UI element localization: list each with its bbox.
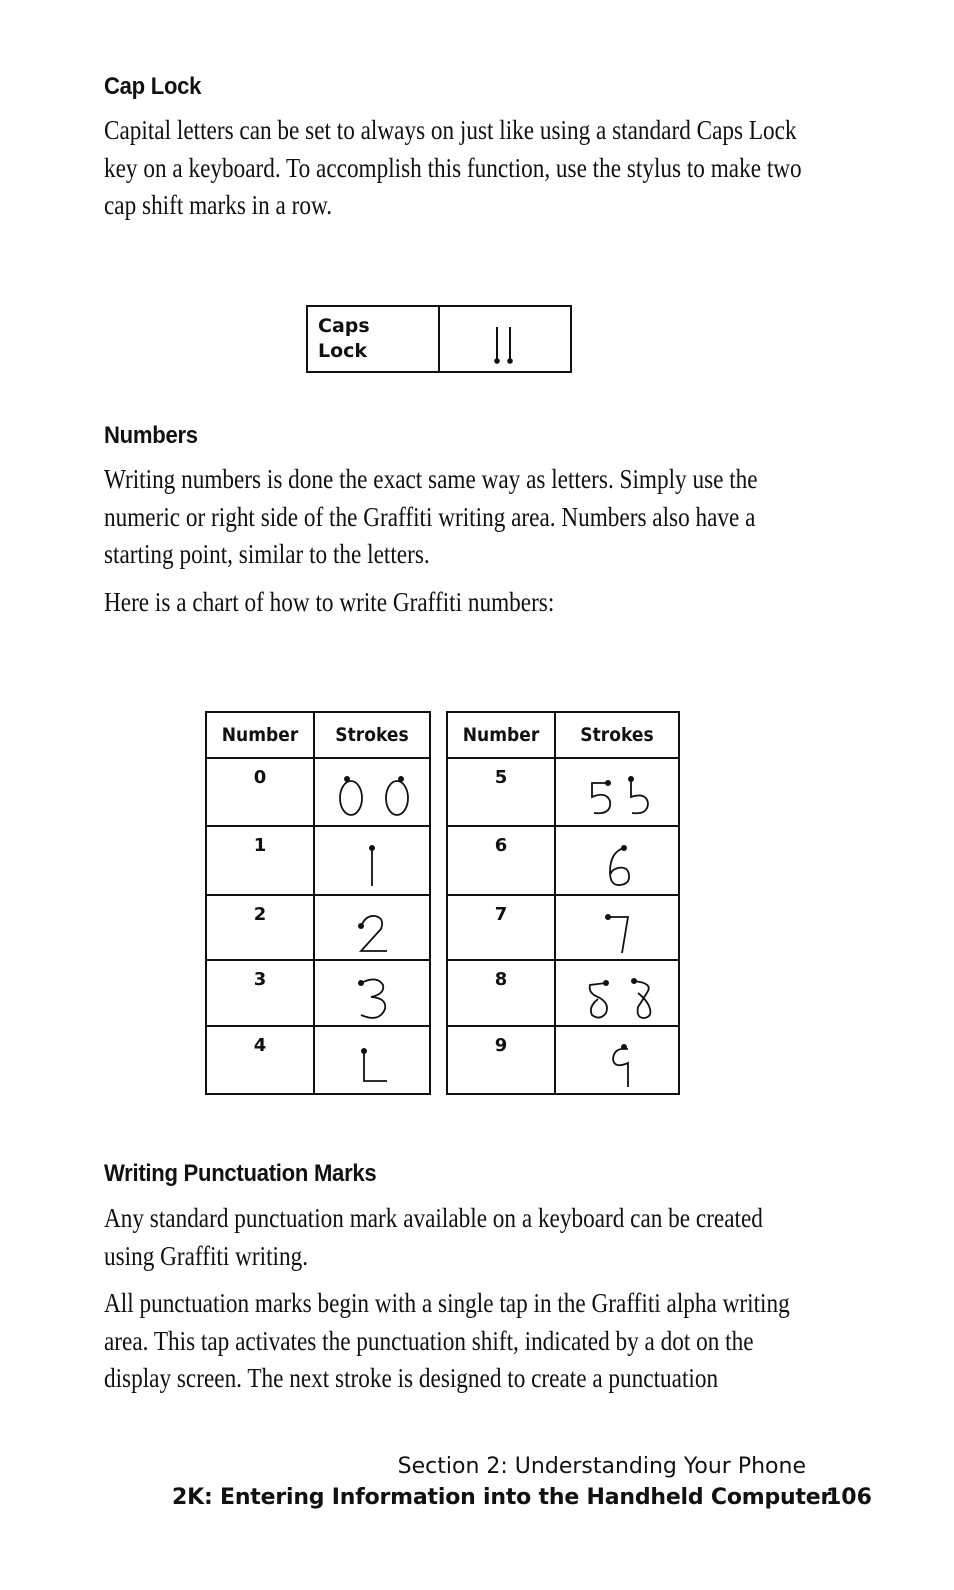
numbers-paragraph-1: Writing numbers is done the exact same way as letters. Simply use the numeric or right side of the Graffiti writing area. Numbers also have a starting point, similar to the letters. [104,464,758,569]
punctuation-heading: Writing Punctuation Marks [104,1160,377,1187]
page-number: 106 [826,1485,872,1510]
table-row [206,960,430,1026]
footer-chapter-title: 2K: Entering Information into the Handheld Computer [172,1485,832,1510]
stroke-cell [555,758,679,826]
number-cell: 2 [206,895,314,960]
stroke-three-icon [317,963,427,1023]
footer-section-title: Section 2: Understanding Your Phone [397,1454,806,1479]
caps-lock-label [308,307,440,371]
stroke-six-icon [558,830,676,892]
column-header-strokes: Strokes [320,712,424,758]
table-row [447,758,679,826]
table-row [447,826,679,895]
number-cell: 0 [206,758,314,826]
stroke-zero-icon [317,761,427,823]
numbers-paragraph-2: Here is a chart of how to write Graffiti numbers: [104,586,555,617]
table-row [206,826,430,895]
stroke-cell [314,960,430,1026]
number-cell: 3 [206,960,314,1026]
numbers-heading: Numbers [104,422,198,449]
stroke-two-icon [317,899,427,957]
column-header-strokes: Strokes [561,712,673,758]
caps-lock-label-line2: Lock [318,340,368,362]
table-row [447,895,679,960]
column-header-number: Number [211,712,308,758]
stroke-seven-icon [558,899,676,957]
punctuation-body [104,1200,924,1408]
stroke-cell [555,895,679,960]
numbers-table-right [446,711,680,1095]
numbers-table-left [205,711,431,1095]
punctuation-paragraph-1: Any standard punctuation mark available on a keyboard can be created using Graffiti writing. [104,1203,763,1271]
number-cell: 1 [206,826,314,895]
stroke-one-icon [317,830,427,892]
stroke-cell [555,960,679,1026]
caps-lock-table [306,305,572,373]
stroke-nine-icon [558,1029,676,1091]
number-cell: 6 [447,826,555,895]
caps-lock-stroke-cell [440,307,570,371]
stroke-cell [555,1026,679,1094]
punctuation-paragraph-2: All punctuation marks begin with a single tap in the Graffiti alpha writing area. This tap activates the punctuation shift, indicated by a dot on the display screen. The next stroke is designed to create a punctuation [104,1288,790,1393]
number-cell: 8 [447,960,555,1026]
stroke-cell [555,826,679,895]
number-cell: 5 [447,758,555,826]
stroke-four-icon [317,1029,427,1091]
table-row [206,895,430,960]
number-cell: 4 [206,1026,314,1094]
cap-lock-paragraph: Capital letters can be set to always on just like using a standard Caps Lock key on a keyboard. To accomplish this function, use the stylus to make two cap shift marks in a row. [104,115,802,220]
number-cell: 9 [447,1026,555,1094]
table-row [447,1026,679,1094]
stroke-cell [314,826,430,895]
table-row [447,960,679,1026]
number-cell: 7 [447,895,555,960]
stroke-eight-icon [558,963,676,1023]
table-row [206,758,430,826]
caps-lock-stroke-icon [440,307,570,371]
cap-lock-heading: Cap Lock [104,73,202,100]
column-header-number: Number [452,712,549,758]
stroke-cell [314,895,430,960]
stroke-five-icon [558,761,676,823]
table-row [206,1026,430,1094]
caps-lock-label-line1: Caps [318,315,370,337]
stroke-cell [314,1026,430,1094]
numbers-body [104,461,924,631]
stroke-cell [314,758,430,826]
